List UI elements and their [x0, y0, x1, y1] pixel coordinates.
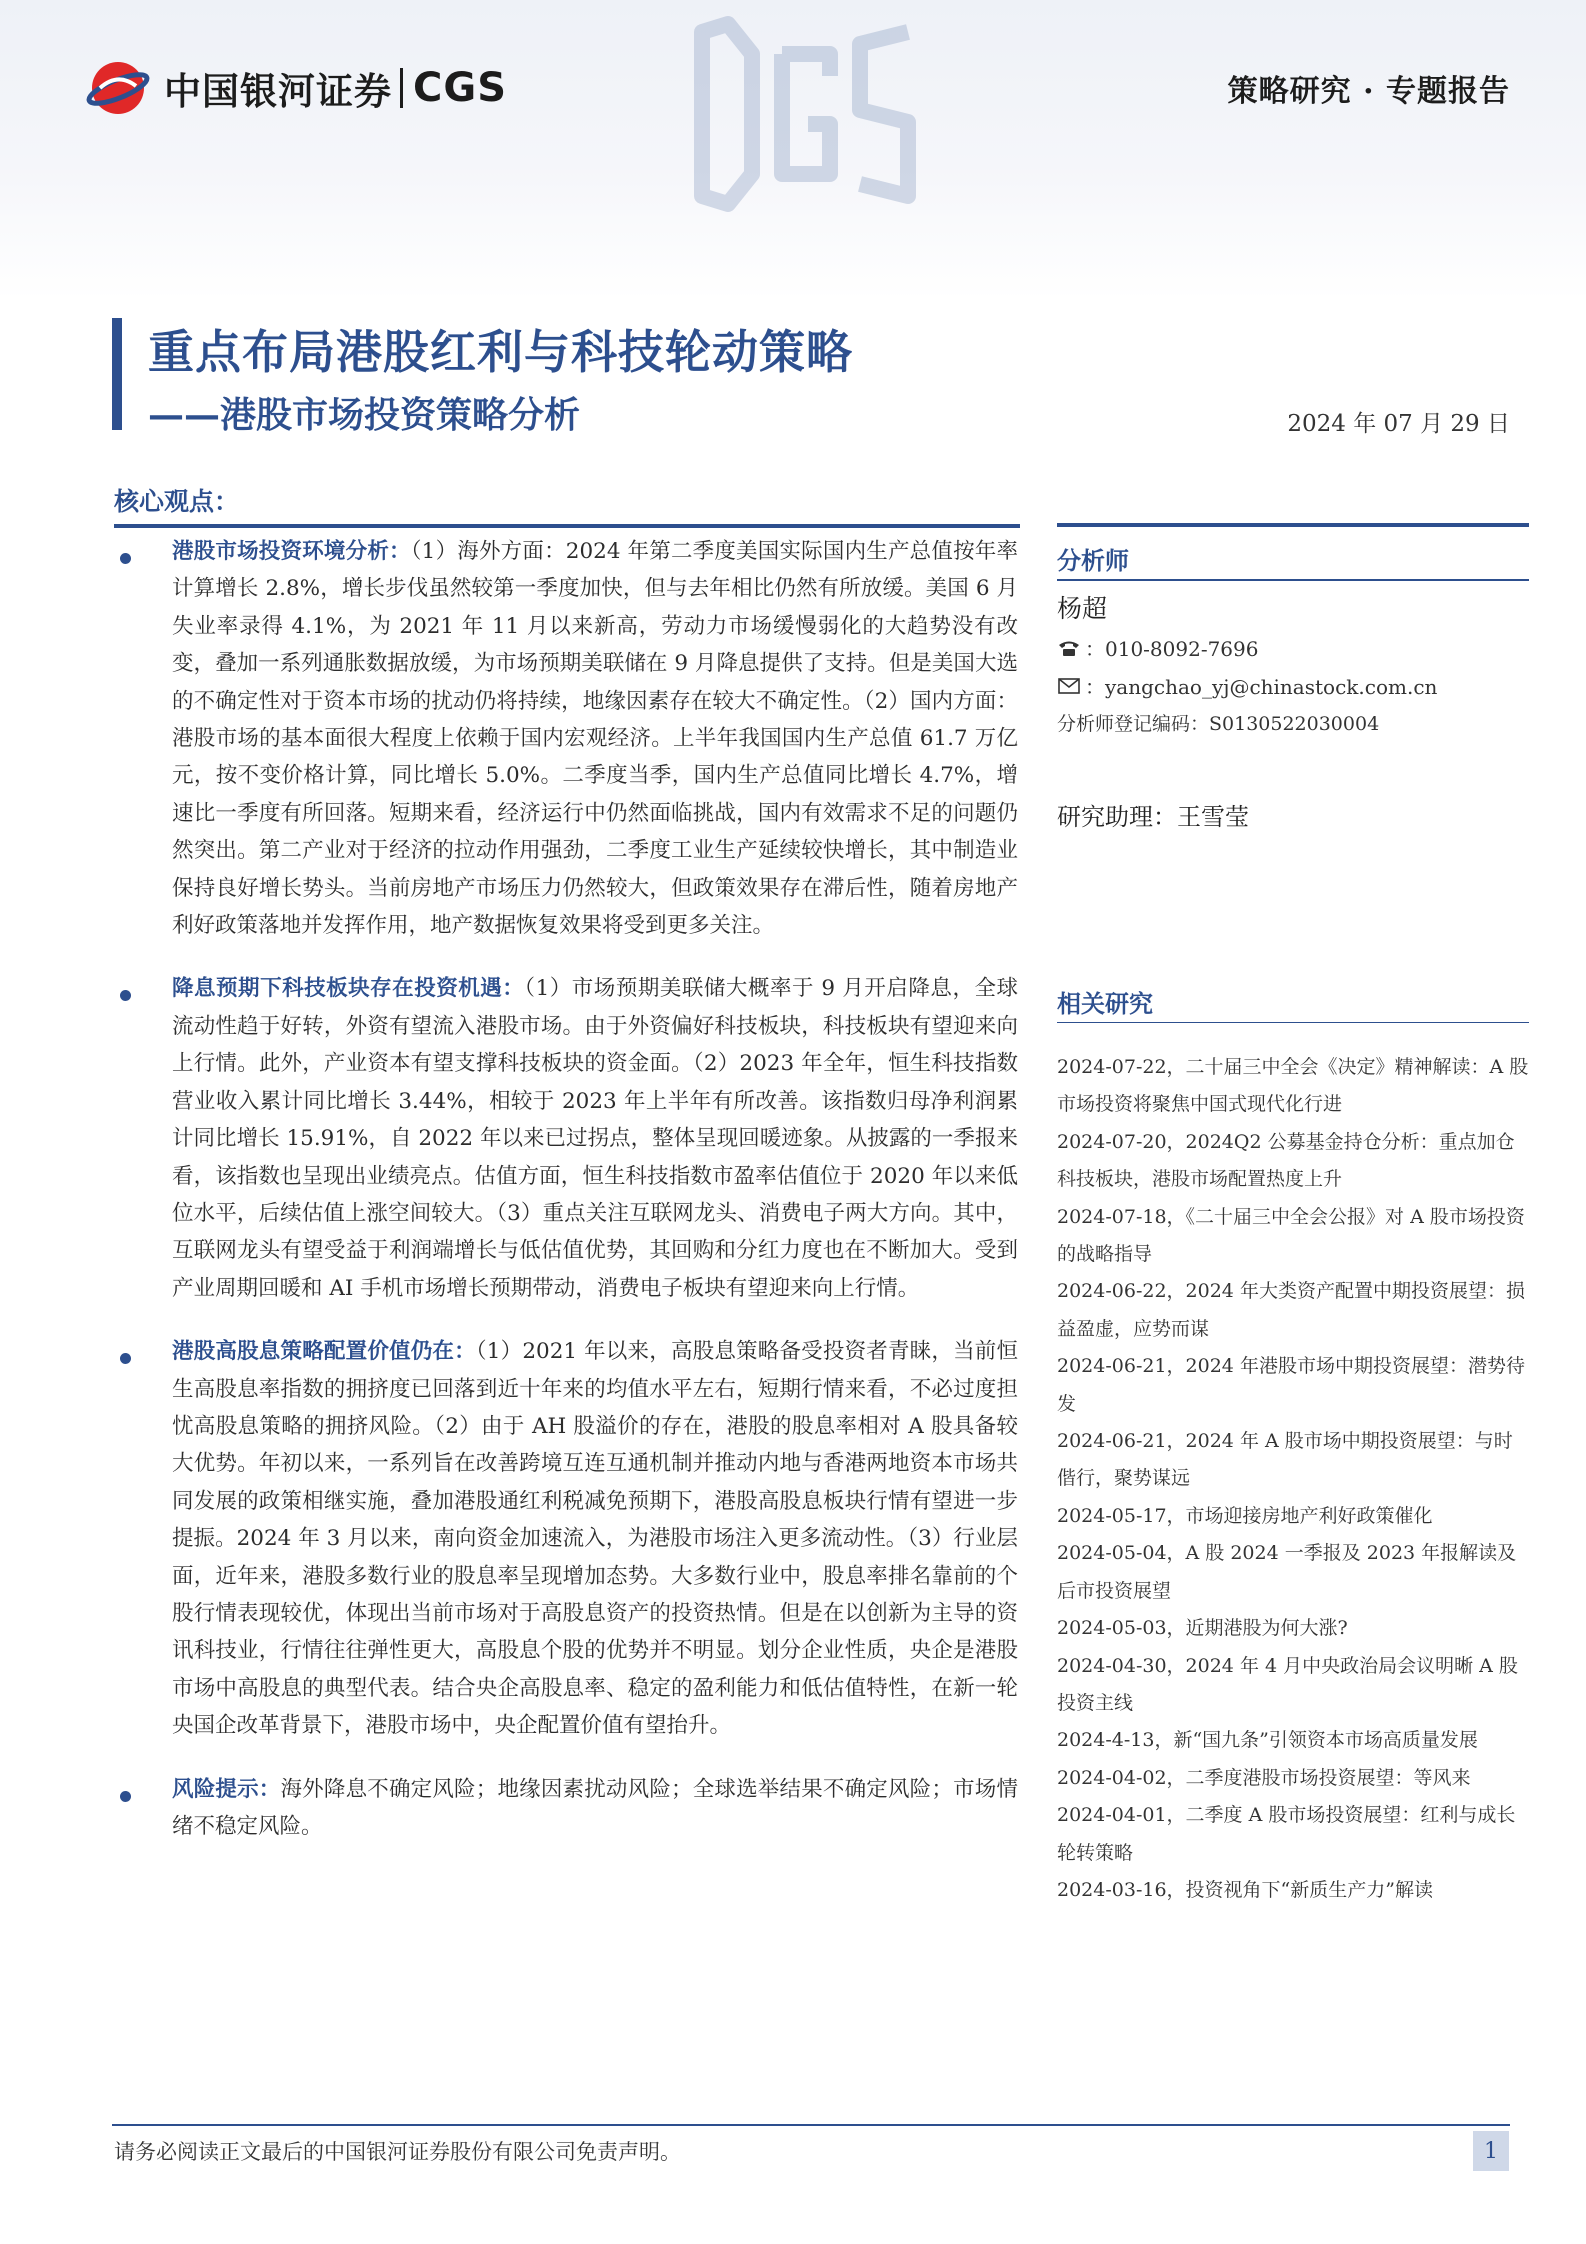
related-research	[1057, 984, 1529, 1910]
related-research-item[interactable]: 2024-07-18，《二十届三中全会公报》对 A 股市场投资的战略指导	[1057, 1205, 1525, 1266]
core-view-body: 海外降息不确定风险；地缘因素扰动风险；全球选举结果不确定风险；市场情绪不稳定风险。	[172, 1776, 1018, 1839]
related-research-divider	[1057, 1022, 1529, 1024]
related-research-item[interactable]: 2024-03-16，投资视角下“新质生产力”解读	[1057, 1878, 1433, 1901]
bullet-dot-icon	[120, 553, 131, 564]
report-type: 策略研究 · 专题报告	[1227, 74, 1510, 109]
core-view-item	[112, 1771, 1018, 1846]
bullet-dot-icon	[120, 990, 131, 1001]
core-view-text	[172, 1333, 1018, 1744]
analyst-divider	[1057, 579, 1529, 581]
related-research-item[interactable]: 2024-04-01，二季度 A 股市场投资展望：红利与成长轮转策略	[1057, 1804, 1516, 1864]
bullet-dot-icon	[120, 1791, 131, 1802]
analyst-name: 杨超	[1057, 593, 1108, 623]
analyst-phone	[1057, 629, 1529, 667]
core-view-heading: 风险提示：	[172, 1776, 281, 1802]
research-assistant: 研究助理：王雪莹	[1057, 802, 1249, 831]
related-research-label: 相关研究	[1057, 988, 1153, 1018]
analyst-email	[1057, 667, 1529, 705]
envelope-icon	[1057, 676, 1081, 696]
brand-name-en: CGS	[413, 65, 507, 111]
footer-disclaimer: 请务必阅读正文最后的中国银河证券股份有限公司免责声明。	[114, 2140, 681, 2164]
analyst-registration: 分析师登记编码：S0130522030004	[1057, 713, 1380, 735]
related-research-item[interactable]: 2024-05-03，近期港股为何大涨?	[1057, 1617, 1348, 1640]
core-view-body: （1）海外方面：2024 年第二季度美国实际国内生产总值按年率计算增长 2.8%，增长步伐虽然较第一季度加快，但与去年相比仍然有所放缓。美国 6 月失业率录得 4.1%，为 2021 年 11 月以来新高，劳动力市场缓慢弱化的大趋势没有改变，叠加一系列通胀数据放缓，为市场预期美联储在 9 月降息提供了支持。但是美国大选的不确定性对于资本市场的扰动仍将持续，地缘因素存在较大不确定性。（2）国内方面：港股市场的基本面很大程度上依赖于国内宏观经济。上半年我国国内生产总值 61.7 万亿元，按不变价格计算，同比增长 5.0%。二季度当季，国内生产总值同比增长 4.7%，增速比一季度有所回落。短期来看，经济运行中仍然面临挑战，国内有效需求不足的问题仍然突出。第二产业对于经济的拉动作用强劲，二季度工业生产延续较快增长，其中制造业保持良好增长势头。当前房地产市场压力仍然较大，但政策效果存在滞后性，随着房地产利好政策落地并发挥作用，地产数据恢复效果将受到更多关注。	[172, 539, 1018, 939]
title-accent-bar	[112, 318, 122, 430]
analyst-section-label: 分析师	[1057, 546, 1129, 575]
phone-icon	[1057, 638, 1081, 658]
related-research-item[interactable]: 2024-05-04，A 股 2024 一季报及 2023 年报解读及后市投资展望	[1057, 1542, 1517, 1602]
core-view-item	[112, 970, 1018, 1307]
company-logo	[86, 58, 507, 118]
core-view-item	[112, 533, 1018, 944]
core-view-body: （1）2021 年以来，高股息策略备受投资者青睐，当前恒生高股息率指数的拥挤度已回落到近十年来的均值水平左右，短期行情来看，不必过度担忧高股息策略的拥挤风险。（2）由于 AH 股溢价的存在，港股的股息率相对 A 股具备较大优势。年初以来，一系列旨在改善跨境互连互通机制并推动内地与香港两地资本市场共同发展的政策相继实施，叠加港股通红利税减免预期下，港股高股息板块行情有望进一步提振。2024 年 3 月以来，南向资金加速流入，为港股市场注入更多流动性。（3）行业层面，近年来，港股多数行业的股息率呈现增加态势。大多数行业中，股息率排名靠前的个股行情表现较优，体现出当前市场对于高股息资产的投资热情。但是在以创新为主导的资讯科技业，行情往往弹性更大，高股息个股的优势并不明显。划分企业性质，央企是港股市场中高股息的典型代表。结合央企高股息率、稳定的盈利能力和低估值特性，在新一轮央国企改革背景下，港股市场中，央企配置价值有望抬升。	[172, 1339, 1018, 1739]
analyst-phone-number: ：010-8092-7696	[1085, 637, 1259, 661]
core-view-text	[172, 970, 1018, 1307]
related-research-item[interactable]: 2024-06-22，2024 年大类资产配置中期投资展望：损益盈虚，应势而谋	[1057, 1280, 1525, 1340]
report-title: 重点布局港股红利与科技轮动策略	[148, 325, 853, 379]
core-view-body: （1）市场预期美联储大概率于 9 月开启降息，全球流动性趋于好转，外资有望流入港股市场。由于外资偏好科技板块，科技板块有望迎来向上行情。此外，产业资本有望支撑科技板块的资金面。（2）2023 年全年，恒生科技指数营业收入累计同比增长 3.44%，相较于 2023 年上半年有所改善。该指数归母净利润累计同比增长 15.91%，自 2022 年以来已过拐点，整体呈现回暖迹象。从披露的一季报来看，该指数也呈现出业绩亮点。估值方面，恒生科技指数市盈率估值位于 2020 年以来低位水平，后续估值上涨空间较大。（3）重点关注互联网龙头、消费电子两大方向。其中，互联网龙头有望受益于利润端增长与低估值优势，其回购和分红力度也在不断加大。受到产业周期回暖和 AI 手机市场增长预期带动，消费电子板块有望迎来向上行情。	[172, 976, 1018, 1301]
core-views-label: 核心观点：	[114, 487, 240, 516]
sidebar	[1057, 523, 1529, 1909]
cgs-watermark-icon	[690, 14, 920, 214]
brand-divider	[400, 68, 403, 108]
related-research-list	[1057, 1049, 1529, 1909]
related-research-item[interactable]: 2024-4-13，新“国九条”引领资本市场高质量发展	[1057, 1729, 1478, 1752]
related-research-item[interactable]: 2024-07-20，2024Q2 公募基金持仓分析：重点加仓科技板块，港股市场配置热度上升	[1057, 1130, 1515, 1191]
analyst-top-divider	[1057, 523, 1529, 527]
core-view-text	[172, 1771, 1018, 1846]
core-views-list	[112, 533, 1018, 1871]
report-subtitle: ——港股市场投资策略分析	[148, 394, 581, 436]
footer-divider	[112, 2124, 1510, 2126]
core-view-item	[112, 1333, 1018, 1744]
page-number: 1	[1473, 2131, 1509, 2171]
related-research-item[interactable]: 2024-04-30，2024 年 4 月中央政治局会议明晰 A 股投资主线	[1057, 1654, 1518, 1714]
related-research-item[interactable]: 2024-07-22，二十届三中全会《决定》精神解读：A 股市场投资将聚焦中国式现代化行进	[1057, 1056, 1529, 1116]
galaxy-logo-icon	[86, 58, 150, 118]
core-view-heading: 港股高股息策略配置价值仍在：	[172, 1339, 476, 1365]
related-research-item[interactable]: 2024-06-21，2024 年港股市场中期投资展望：潜势待发	[1057, 1355, 1525, 1415]
core-view-heading: 降息预期下科技板块存在投资机遇：	[172, 976, 525, 1002]
related-research-item[interactable]: 2024-04-02，二季度港股市场投资展望：等风来	[1057, 1766, 1471, 1789]
core-views-divider	[114, 524, 1020, 528]
analyst-email-address[interactable]: ：yangchao_yj@chinastock.com.cn	[1085, 675, 1438, 699]
core-view-text	[172, 533, 1018, 944]
bullet-dot-icon	[120, 1353, 131, 1364]
report-date: 2024 年 07 月 29 日	[1287, 411, 1510, 437]
brand-name-cn: 中国银河证券	[164, 70, 392, 113]
related-research-item[interactable]: 2024-05-17，市场迎接房地产利好政策催化	[1057, 1504, 1433, 1527]
related-research-item[interactable]: 2024-06-21，2024 年 A 股市场中期投资展望：与时偕行，聚势谋远	[1057, 1430, 1513, 1490]
core-view-heading: 港股市场投资环境分析：	[172, 539, 411, 564]
